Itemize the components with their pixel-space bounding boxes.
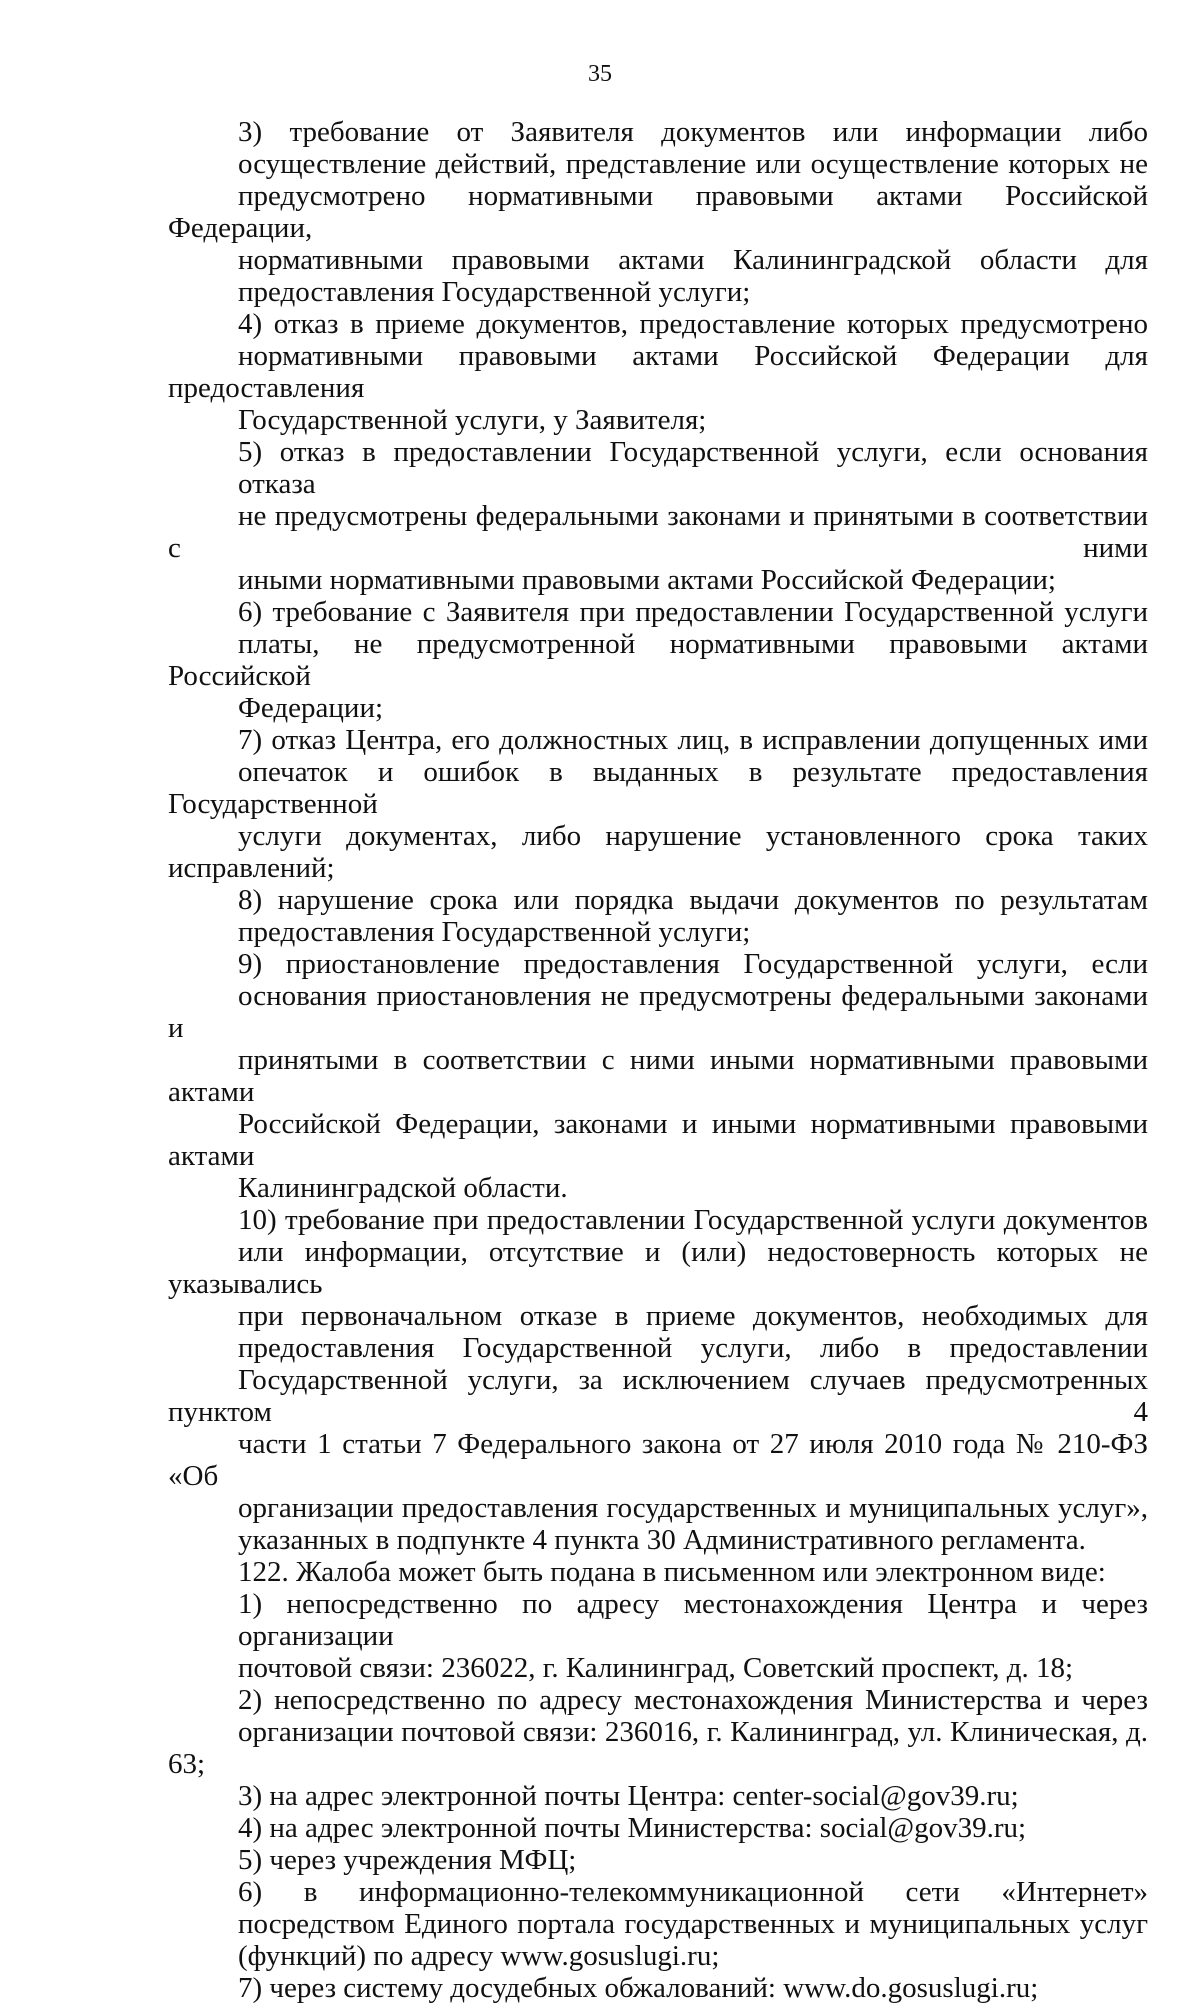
text-line: предоставления Государственной услуги; — [238, 276, 751, 308]
text-line: иными нормативными правовыми актами Российской Федерации; — [238, 564, 1056, 596]
text-line: основания приостановления не предусмотрены федеральными законами и — [168, 980, 1148, 1044]
paragraph — [168, 1780, 1148, 1812]
text-line: 1) непосредственно по адресу местонахождения Центра и через организации — [238, 1588, 1148, 1652]
text-line: Федерации; — [238, 692, 384, 724]
text-line: 8) нарушение срока или порядка выдачи документов по результатам — [238, 884, 1148, 916]
text-line: почтовой связи: 236022, г. Калининград, Советский проспект, д. 18; — [238, 1652, 1074, 1684]
text-line: при первоначальном отказе в приеме документов, необходимых для — [238, 1300, 1148, 1332]
text-line: осуществление действий, представление или осуществление которых не — [238, 148, 1148, 180]
text-line: предоставления Государственной услуги, либо в предоставлении — [238, 1332, 1148, 1364]
text-line: 7) через систему досудебных обжалований: www.do.gosuslugi.ru; — [238, 1972, 1039, 2004]
paragraph — [168, 436, 1148, 596]
paragraph — [168, 948, 1148, 1204]
paragraph — [168, 116, 1148, 308]
text-line: Калининградской области. — [238, 1172, 568, 1204]
text-line: Государственной услуги, за исключением случаев предусмотренных пунктом 4 — [168, 1364, 1148, 1428]
text-line: принятыми в соответствии с ними иными нормативными правовыми актами — [168, 1044, 1148, 1108]
text-line: части 1 статьи 7 Федерального закона от 27 июля 2010 года № 210-ФЗ «Об — [168, 1428, 1148, 1492]
text-line: не предусмотрены федеральными законами и принятыми в соответствии с ними — [168, 500, 1148, 564]
paragraph — [168, 596, 1148, 724]
text-line: услуги документах, либо нарушение установленного срока таких исправлений; — [168, 820, 1148, 884]
text-line: опечаток и ошибок в выданных в результате предоставления Государственной — [168, 756, 1148, 820]
text-line: или информации, отсутствие и (или) недостоверность которых не указывались — [168, 1236, 1148, 1300]
text-line: (функций) по адресу www.gosuslugi.ru; — [238, 1940, 720, 1972]
document-body — [168, 116, 1148, 2004]
text-line: 6) в информационно-телекоммуникационной сети «Интернет» — [238, 1876, 1148, 1908]
paragraph — [168, 884, 1148, 948]
text-line: 6) требование с Заявителя при предоставлении Государственной услуги — [238, 596, 1148, 628]
text-line: 4) отказ в приеме документов, предоставление которых предусмотрено — [238, 308, 1148, 340]
paragraph — [168, 1972, 1148, 2004]
paragraph — [168, 1204, 1148, 1556]
text-line: нормативными правовыми актами Российской Федерации для предоставления — [168, 340, 1148, 404]
text-line: Государственной услуги, у Заявителя; — [238, 404, 707, 436]
text-line: Российской Федерации, законами и иными нормативными правовыми актами — [168, 1108, 1148, 1172]
text-line: указанных в подпункте 4 пункта 30 Административного регламента. — [238, 1524, 1086, 1556]
text-line: 10) требование при предоставлении Государственной услуги документов — [238, 1204, 1148, 1236]
paragraph — [168, 308, 1148, 436]
paragraph — [168, 1844, 1148, 1876]
paragraph — [168, 1876, 1148, 1972]
text-line: 5) через учреждения МФЦ; — [238, 1844, 577, 1876]
text-line: посредством Единого портала государственных и муниципальных услуг — [238, 1908, 1148, 1940]
text-line: 7) отказ Центра, его должностных лиц, в исправлении допущенных ими — [238, 724, 1148, 756]
paragraph — [168, 724, 1148, 884]
paragraph — [168, 1812, 1148, 1844]
text-line: 9) приостановление предоставления Государственной услуги, если — [238, 948, 1148, 980]
text-line: 5) отказ в предоставлении Государственной услуги, если основания отказа — [238, 436, 1148, 500]
text-line: платы, не предусмотренной нормативными правовыми актами Российской — [168, 628, 1148, 692]
paragraph — [168, 1556, 1148, 1588]
text-line: 3) требование от Заявителя документов или информации либо — [238, 116, 1148, 148]
text-line: предусмотрено нормативными правовыми актами Российской Федерации, — [168, 180, 1148, 244]
text-line: предоставления Государственной услуги; — [238, 916, 751, 948]
text-line: 3) на адрес электронной почты Центра: center-social@gov39.ru; — [238, 1780, 1019, 1812]
paragraph — [168, 1684, 1148, 1780]
text-line: 2) непосредственно по адресу местонахождения Министерства и через — [238, 1684, 1148, 1716]
page-number: 35 — [588, 61, 612, 87]
text-line: организации предоставления государственных и муниципальных услуг», — [238, 1492, 1148, 1524]
paragraph — [168, 1588, 1148, 1684]
text-line: 122. Жалоба может быть подана в письменном или электронном виде: — [238, 1556, 1106, 1588]
text-line: 4) на адрес электронной почты Министерства: social@gov39.ru; — [238, 1812, 1027, 1844]
text-line: организации почтовой связи: 236016, г. Калининград, ул. Клиническая, д. 63; — [168, 1716, 1148, 1780]
text-line: нормативными правовыми актами Калининградской области для — [238, 244, 1148, 276]
